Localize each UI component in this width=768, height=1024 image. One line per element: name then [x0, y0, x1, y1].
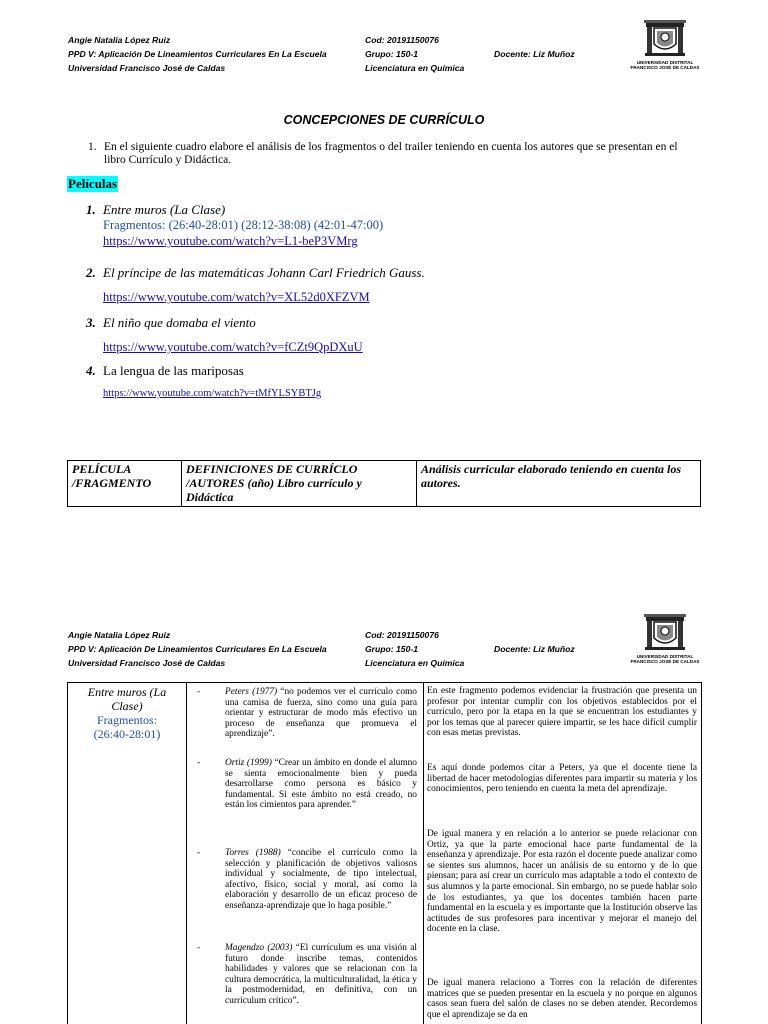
header-licenciatura: Licenciatura en Química	[365, 658, 465, 668]
page-title: CONCEPCIONES DE CURRÍCULO	[283, 113, 485, 127]
header-cell-analysis: Análisis curricular elaborado teniendo en cuenta los autores.	[417, 461, 701, 507]
analysis-paragraph: De igual manera relaciono a Torres con la relación de diferentes matrices que se pueden presentar en la escuela y no porque en algunos casos sean fuera del salón de clases no se deben atender. Recordemos que el aprendizaje se da en	[427, 978, 697, 1020]
definition-text: “no podemos ver el currículo como una camisa de fuerza, sino como una guía para orientar y estructurar de modo más efectivo un proceso de enseñanza que promueva el aprendizaje”.	[225, 687, 417, 740]
analysis-table-header	[67, 460, 701, 507]
header-course: PPD V: Aplicación De Lineamientos Curriculares En La Escuela	[68, 644, 327, 654]
analysis-paragraph: De igual manera y en relación a lo anterior se puede relacionar con Ortiz, ya que la parte emocional hace parte fundamental de la enseñanza y aprendizaje. Por esta razón el docente puede analizar como se sientes sus alumnos, hacer un análisis de su entorno y de lo que piensan; para así crear un currículo mas adaptable a todo el contexto de sus alumnos y la parte emocional. Sin embargo, no se puede hablar solo de los estudiantes, ya que los docentes también hacen parte fundamental en la escuela y es importante que la Institución observe las actitudes de sus profesores para incentivar y mejorar el manejo del docente en la clase.	[427, 829, 697, 935]
definition-author: Magendzo (2003)	[225, 943, 293, 953]
header-cell-definitions: DEFINICIONES DE CURRÍCLO /AUTORES (año) Libro currículo y Didáctica	[182, 461, 417, 507]
logo-caption-2: FRANCISCO JOSÉ DE CALDAS	[630, 659, 700, 664]
fragments-label: Fragmentos:	[97, 713, 157, 727]
list-dash: -	[197, 758, 201, 768]
definition-author: Torres (1988)	[225, 848, 281, 858]
university-seal-icon	[642, 612, 688, 652]
movie-number: 2.	[86, 265, 96, 280]
university-seal-icon	[642, 18, 688, 58]
analysis-cell	[424, 683, 702, 1024]
movie-link-3[interactable]: https://www.youtube.com/watch?v=fCZt9QpDXuU	[103, 340, 363, 354]
definition-author: Peters (1977)	[225, 687, 278, 697]
movie-number: 1.	[86, 202, 96, 217]
film-cell	[68, 683, 187, 1024]
instruction-number: 1.	[88, 141, 97, 153]
header-cod: Cod: 20191150076	[365, 35, 439, 45]
logo-caption-2: FRANCISCO JOSÉ DE CALDAS	[630, 65, 700, 70]
header-cell-film: PELÍCULA /FRAGMENTO	[68, 461, 182, 507]
header-cod: Cod: 20191150076	[365, 630, 439, 640]
university-logo	[622, 612, 708, 668]
header-docente: Docente: Liz Muñoz	[494, 49, 575, 59]
movie-number: 3.	[86, 315, 96, 330]
movie-title: El príncipe de las matemáticas Johann Carl Friedrich Gauss.	[103, 265, 425, 280]
header-docente: Docente: Liz Muñoz	[494, 644, 575, 654]
list-dash: -	[197, 848, 201, 858]
movie-link-4[interactable]: https://www.youtube.com/watch?v=tMfYLSYBTJg	[103, 388, 322, 399]
definitions-cell	[187, 683, 424, 1024]
movie-title: La lengua de las mariposas	[103, 363, 244, 378]
definition-author: Ortiz (1999)	[225, 758, 272, 768]
list-dash: -	[197, 943, 201, 953]
movie-title: Entre muros (La Clase)	[103, 202, 226, 217]
fragment-range: (26:40-28:01)	[93, 727, 161, 741]
analysis-paragraph: Es aquí donde podemos citar a Peters, ya que el docente tiene la libertad de hacer metodologías diferentes para impartir su materia y los conocimientos, pero teniendo en cuenta la meta del aprendizaje.	[427, 763, 697, 795]
header-university: Universidad Francisco José de Caldas	[68, 658, 226, 668]
movie-link-2[interactable]: https://www.youtube.com/watch?v=XL52d0XFZVM	[103, 290, 370, 304]
movie-number: 4.	[86, 363, 96, 378]
header-grupo: Grupo: 150-1	[365, 49, 419, 59]
movie-fragments: Fragmentos: (26:40-28:01) (28:12-38:08) (42:01-47:00)	[103, 218, 384, 232]
header-course: PPD V: Aplicación De Lineamientos Curriculares En La Escuela	[68, 49, 327, 59]
instruction-text: En el siguiente cuadro elabore el análisis de los fragmentos o del trailer teniendo en cuenta los autores que se presentan en el libro Currículo y Didáctica.	[104, 141, 678, 166]
movie-link-1[interactable]: https://www.youtube.com/watch?v=L1-beP3VMrg	[103, 234, 358, 248]
analysis-paragraph: En este fragmento podemos evidenciar la frustración que presenta un profesor por intentar cumplir con los objetivos establecidos por el currículo, pero por la etapa en la que se encuentran los estudiantes y por los temas que al parecer quiere impartir, se les hace difícil cumplir con esas metas previstas.	[427, 686, 697, 739]
header-licenciatura: Licenciatura en Química	[365, 63, 465, 73]
header-university: Universidad Francisco José de Caldas	[68, 63, 226, 73]
logo-caption-1: UNIVERSIDAD DISTRITAL	[636, 654, 694, 659]
logo-caption-1: UNIVERSIDAD DISTRITAL	[636, 60, 694, 65]
definition-text: “concibe el currículo como la selección y planificación de objetivos valiosos individual y socialmente, de tipo intelectual, afectivo, físico, social y moral, así como la elaboración y desarrollo de un eficaz proceso de enseñanza-aprendizaje que lo haga posible.”	[225, 848, 417, 911]
list-dash: -	[197, 687, 201, 697]
definition-text: “Crear un ámbito en donde el alumno se sienta emocionalmente bien y pueda desarrollarse como persona es básico y fundamental. Si este ámbito no está creado, no están los cimientos para aprender.”	[225, 758, 417, 811]
peliculas-heading: Películas	[68, 176, 118, 191]
film-name: Entre muros (La Clase)	[87, 685, 167, 713]
analysis-table-body	[67, 682, 702, 1024]
document-page-2	[0, 590, 768, 1024]
movie-title: El niño que domaba el viento	[103, 315, 256, 330]
university-logo	[622, 18, 708, 74]
header-grupo: Grupo: 150-1	[365, 644, 419, 654]
page-break	[0, 568, 768, 590]
header-name: Angie Natalia López Ruiz	[68, 630, 171, 640]
header-name: Angie Natalia López Ruiz	[68, 35, 171, 45]
definition-text: “El currículum es una visión al futuro donde inscribe temas, contenidos habilidades y valores que se relacionan con la cultura democrática, la multiculturalidad, la ética y la postmodernidad, en definitiva, con un currículum crítico”.	[225, 943, 417, 1006]
